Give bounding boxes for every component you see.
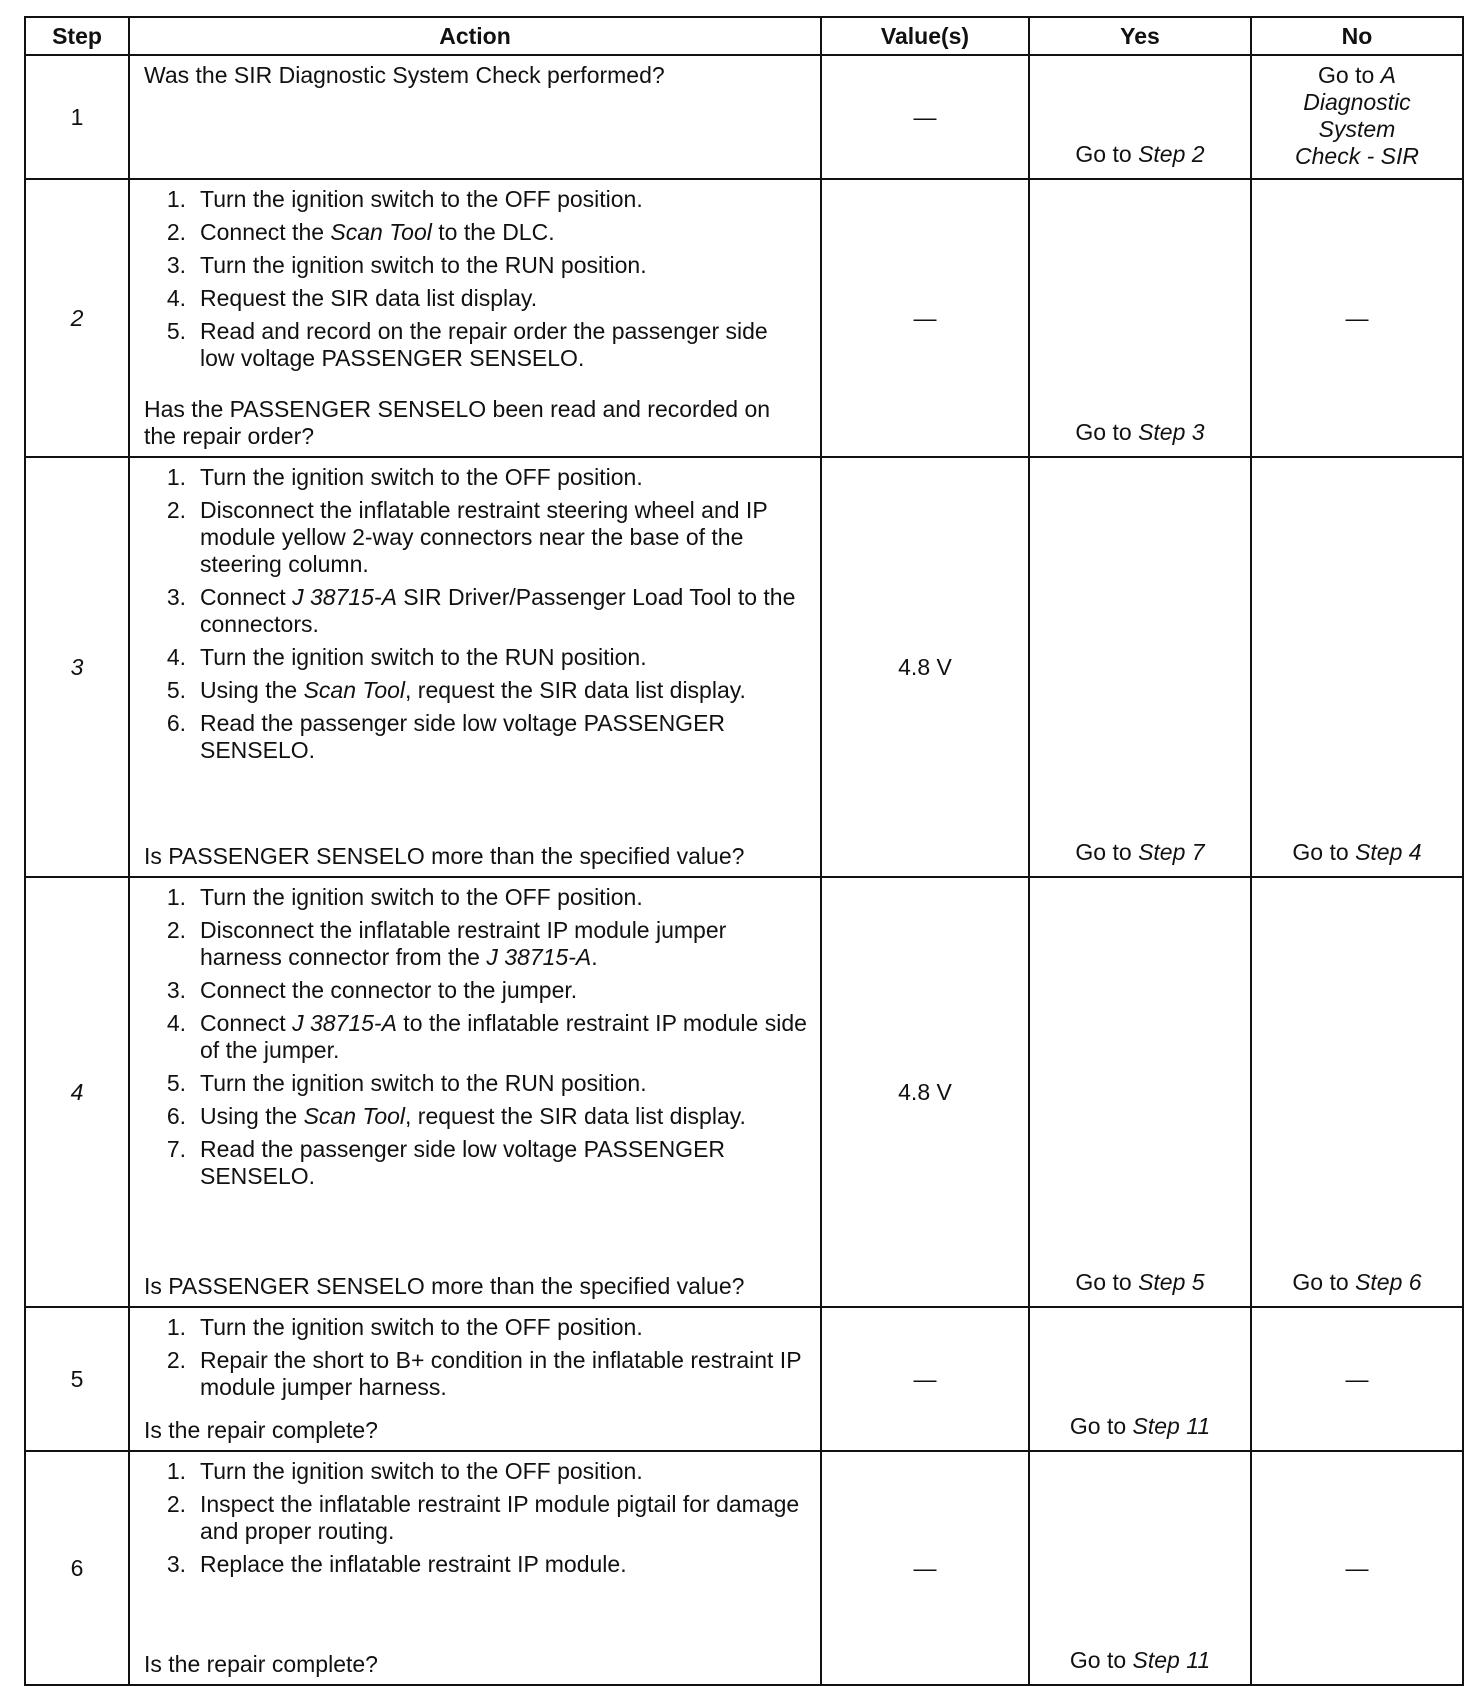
table-row (25, 457, 1463, 877)
goto-target: Step 2 (1138, 141, 1205, 167)
no-cell: — (1251, 1307, 1463, 1451)
list-item-number: 1. (166, 1458, 186, 1484)
list-item (144, 252, 808, 279)
list-item-text: Repair the short to B+ condition in the inflatable restraint IP module jumper harness. (200, 1347, 802, 1400)
list-item (144, 1347, 808, 1401)
tool-name: Scan Tool (303, 1103, 406, 1129)
yes-cell (1029, 179, 1251, 457)
action-question: Is the repair complete? (144, 1417, 378, 1443)
action-question: Is PASSENGER SENSELO more than the specified value? (144, 1273, 745, 1299)
list-item-text: Request the SIR data list display. (200, 285, 538, 311)
goto-target: System (1318, 116, 1396, 142)
list-item-text: Disconnect the inflatable restraint steering wheel and IP module yellow 2-way connectors near the base of the steering column. (200, 497, 768, 577)
goto-target: Step 11 (1132, 1413, 1211, 1439)
list-item-text: Turn the ignition switch to the RUN position. (200, 252, 647, 278)
yes-goto[interactable] (1075, 419, 1204, 450)
no-line-4 (1252, 143, 1462, 170)
list-item (144, 584, 808, 638)
list-item (144, 644, 808, 671)
list-item (144, 1070, 808, 1097)
value-cell: 4.8 V (821, 457, 1029, 877)
list-item-number: 6. (166, 710, 186, 736)
action-question: Is PASSENGER SENSELO more than the specified value? (144, 843, 745, 869)
list-item (144, 1458, 808, 1485)
no-goto[interactable] (1292, 1269, 1421, 1300)
no-cell (1251, 877, 1463, 1307)
list-item-text: Connect the connector to the jumper. (200, 977, 578, 1003)
tool-name: Scan Tool (330, 219, 432, 245)
list-item-text: Turn the ignition switch to the OFF position. (200, 464, 643, 490)
list-item (144, 1136, 808, 1190)
list-item (144, 1010, 808, 1064)
list-item-number: 7. (166, 1136, 186, 1162)
value-cell: 4.8 V (821, 877, 1029, 1307)
list-item (144, 497, 808, 578)
list-item-text: Disconnect the inflatable restraint IP module jumper harness connector from the J 38715-A. (200, 917, 727, 970)
list-item (144, 917, 808, 971)
list-item-text: Connect the Scan Tool to the DLC. (200, 219, 555, 245)
goto-target: A (1380, 62, 1396, 88)
list-item-number: 1. (166, 464, 186, 490)
goto-prefix: Go to (1069, 1413, 1133, 1439)
no-goto[interactable] (1292, 839, 1421, 870)
goto-prefix: Go to (1075, 141, 1139, 167)
table-row (25, 55, 1463, 179)
list-item-number: 6. (166, 1103, 186, 1129)
list-item-number: 3. (166, 977, 186, 1003)
list-item-number: 4. (166, 1010, 186, 1036)
goto-prefix: Go to (1292, 1269, 1356, 1295)
goto-target: Step 11 (1132, 1647, 1211, 1673)
action-cell (129, 457, 821, 877)
action-cell (129, 55, 821, 179)
tool-name: J 38715-A (486, 944, 592, 970)
list-item (144, 285, 808, 312)
goto-prefix: Go to (1075, 1269, 1139, 1295)
list-item-number: 2. (166, 219, 186, 245)
value-cell: — (821, 179, 1029, 457)
action-steps (144, 464, 808, 770)
yes-goto[interactable] (1075, 141, 1204, 172)
yes-cell (1029, 1307, 1251, 1451)
goto-prefix: Go to (1292, 839, 1356, 865)
list-item-number: 3. (166, 584, 186, 610)
header-yes: Yes (1029, 17, 1251, 55)
list-item-text: Inspect the inflatable restraint IP module pigtail for damage and proper routing. (200, 1491, 800, 1544)
list-item-number: 1. (166, 186, 186, 212)
header-values: Value(s) (821, 17, 1029, 55)
list-item-text: Using the Scan Tool, request the SIR data list display. (200, 1103, 746, 1129)
list-item-text: Turn the ignition switch to the RUN position. (200, 644, 647, 670)
value-cell: — (821, 55, 1029, 179)
step-number: 3 (25, 457, 129, 877)
action-cell (129, 1451, 821, 1685)
list-item-number: 2. (166, 497, 186, 523)
list-item-number: 5. (166, 1070, 186, 1096)
action-question: Was the SIR Diagnostic System Check performed? (144, 62, 665, 88)
list-item-text: Turn the ignition switch to the OFF position. (200, 884, 643, 910)
step-number: 5 (25, 1307, 129, 1451)
header-row (25, 17, 1463, 55)
no-line-3 (1252, 116, 1462, 143)
list-item (144, 186, 808, 213)
yes-cell (1029, 877, 1251, 1307)
goto-target: Step 4 (1355, 839, 1422, 865)
list-item-number: 2. (166, 1491, 186, 1517)
list-item-text: Using the Scan Tool, request the SIR data list display. (200, 677, 746, 703)
step-number: 2 (25, 179, 129, 457)
list-item-number: 5. (166, 318, 186, 344)
list-item-number: 3. (166, 1551, 186, 1577)
list-item (144, 318, 808, 372)
action-steps (144, 884, 808, 1196)
list-item-text: Turn the ignition switch to the OFF position. (200, 1314, 643, 1340)
list-item (144, 977, 808, 1004)
goto-prefix: Go to (1075, 419, 1139, 445)
list-item (144, 219, 808, 246)
table-row (25, 1451, 1463, 1685)
list-item-number: 3. (166, 252, 186, 278)
value-cell: — (821, 1451, 1029, 1685)
table-row (25, 1307, 1463, 1451)
tool-name: J 38715-A (292, 1010, 397, 1036)
no-cell: — (1251, 1451, 1463, 1685)
list-item-number: 5. (166, 677, 186, 703)
step-number: 4 (25, 877, 129, 1307)
list-item-number: 2. (166, 917, 186, 943)
list-item (144, 1314, 808, 1341)
goto-target: Step 3 (1138, 419, 1205, 445)
goto-prefix: Go to (1318, 62, 1381, 88)
list-item (144, 464, 808, 491)
list-item-number: 2. (166, 1347, 186, 1373)
list-item (144, 1103, 808, 1130)
table-row (25, 877, 1463, 1307)
diagnostic-table (24, 16, 1464, 1686)
no-cell: — (1251, 179, 1463, 457)
table-row (25, 179, 1463, 457)
yes-goto[interactable] (1075, 839, 1204, 870)
value-cell: — (821, 1307, 1029, 1451)
goto-target: Step 6 (1355, 1269, 1422, 1295)
list-item (144, 710, 808, 764)
goto-target: Step 7 (1138, 839, 1205, 865)
list-item-text: Turn the ignition switch to the OFF position. (200, 186, 643, 212)
action-cell (129, 1307, 821, 1451)
list-item-text: Read and record on the repair order the passenger side low voltage PASSENGER SENSELO. (200, 318, 768, 371)
list-item-text: Connect J 38715-A SIR Driver/Passenger Load Tool to the connectors. (200, 584, 796, 637)
yes-cell (1029, 55, 1251, 179)
list-item (144, 677, 808, 704)
list-item (144, 884, 808, 911)
goto-prefix: Go to (1075, 839, 1139, 865)
list-item-text: Turn the ignition switch to the OFF position. (200, 1458, 643, 1484)
header-step: Step (25, 17, 129, 55)
goto-target: Diagnostic (1303, 89, 1411, 115)
list-item-text: Read the passenger side low voltage PASSENGER SENSELO. (200, 1136, 726, 1189)
goto-target: Step 5 (1138, 1269, 1205, 1295)
list-item-number: 1. (166, 1314, 186, 1340)
header-no: No (1251, 17, 1463, 55)
step-number: 6 (25, 1451, 129, 1685)
yes-goto[interactable] (1070, 1647, 1210, 1678)
yes-cell (1029, 457, 1251, 877)
no-cell[interactable] (1251, 55, 1463, 179)
action-cell (129, 877, 821, 1307)
list-item-text: Read the passenger side low voltage PASSENGER SENSELO. (200, 710, 726, 763)
list-item-text: Connect J 38715-A to the inflatable restraint IP module side of the jumper. (200, 1010, 807, 1063)
action-steps (144, 186, 808, 378)
step-number: 1 (25, 55, 129, 179)
header-action: Action (129, 17, 821, 55)
no-line-1 (1252, 62, 1462, 89)
tool-name: Scan Tool (303, 677, 406, 703)
action-steps (144, 1314, 808, 1407)
goto-prefix: Go to (1069, 1647, 1133, 1673)
list-item (144, 1551, 808, 1578)
yes-cell (1029, 1451, 1251, 1685)
list-item-text: Turn the ignition switch to the RUN position. (200, 1070, 647, 1096)
list-item (144, 1491, 808, 1545)
tool-name: J 38715-A (292, 584, 397, 610)
action-question: Is the repair complete? (144, 1651, 378, 1677)
no-cell (1251, 457, 1463, 877)
no-line-2 (1252, 89, 1462, 116)
list-item-number: 1. (166, 884, 186, 910)
yes-goto[interactable] (1070, 1413, 1210, 1444)
action-cell (129, 179, 821, 457)
yes-goto[interactable] (1075, 1269, 1204, 1300)
action-question: Has the PASSENGER SENSELO been read and recorded on the repair order? (144, 396, 771, 449)
list-item-number: 4. (166, 644, 186, 670)
list-item-text: Replace the inflatable restraint IP module. (200, 1551, 627, 1577)
goto-target: Check - SIR (1295, 143, 1419, 169)
list-item-number: 4. (166, 285, 186, 311)
action-steps (144, 1458, 808, 1584)
